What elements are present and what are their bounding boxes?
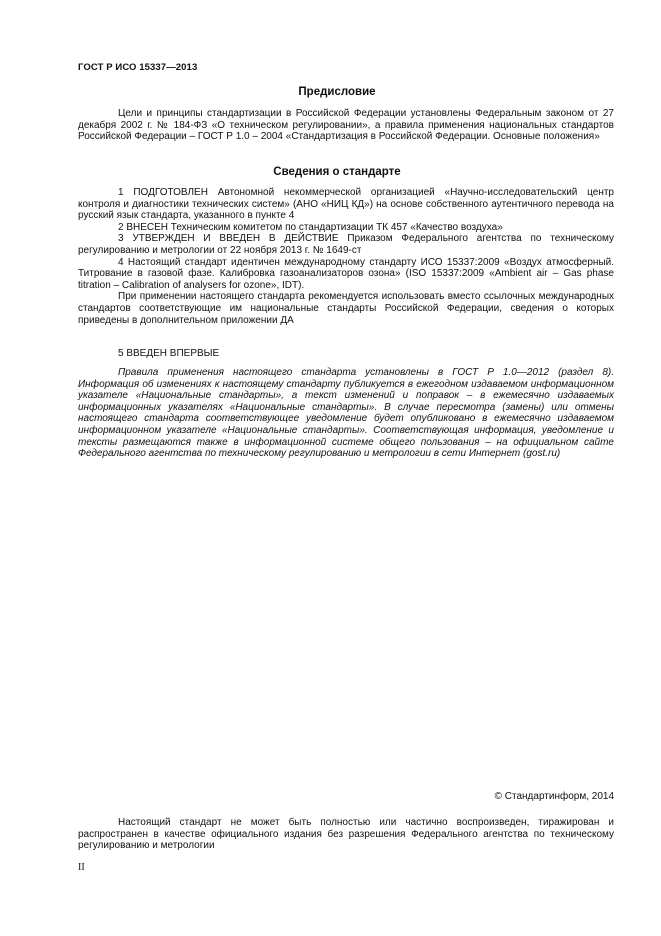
foreword-title: Предисловие: [298, 86, 376, 98]
info-item-5: 5 ВВЕДЕН ВПЕРВЫЕ: [118, 348, 220, 359]
foreword-section: [78, 108, 614, 143]
info-item-4-note: При применении настоящего стандарта рекомендуется использовать вместо ссылочных международных стандартов соответствующие им национальные стандарты Российской Федерации, сведения о которых приведены в дополнительном приложении ДА: [78, 291, 614, 326]
standard-info-section: [78, 187, 614, 326]
standard-code-header: ГОСТ Р ИСО 15337—2013: [78, 62, 198, 73]
foreword-paragraph: Цели и принципы стандартизации в Российской Федерации установлены Федеральным законом от 27 декабря 2002 г. № 184-ФЗ «О техническом регулировании», а правила применения национальных стандартов Российской Федерации – ГОСТ Р 1.0 – 2004 «Стандартизация в Российской Федерации. Основные положения»: [78, 108, 614, 143]
reproduction-notice: Настоящий стандарт не может быть полностью или частично воспроизведен, тиражирован и распространен в качестве официального издания без разрешения Федерального агентства по техническому регулированию и метрологии: [78, 817, 614, 852]
info-item-1: 1 ПОДГОТОВЛЕН Автономной некоммерческой организацией «Научно-исследовательский центр контроля и диагностики технических систем» (АНО «НИЦ КД») на основе собственного аутентичного перевода на русский язык стандарта, указанного в пункте 4: [78, 187, 614, 222]
info-item-2: 2 ВНЕСЕН Техническим комитетом по стандартизации ТК 457 «Качество воздуха»: [118, 221, 503, 233]
application-rules-paragraph: Правила применения настоящего стандарта установлены в ГОСТ Р 1.0—2012 (раздел 8). Информация об изменениях к настоящему стандарту публикуется в ежегодном издаваемом информационном указателе «Национальные стандарты», а текст изменений и поправок – в ежемесячно издаваемых информационных указателях «Национальные стандарты». В случае пересмотра (замены) или отмены настоящего стандарта соответствующее уведомление будет опубликовано в ежемесячно издаваемом информационном указателе «Национальные стандарты». Соответствующая информация, уведомление и тексты размещаются также в информационной системе общего пользования – на официальном сайте Федерального агентства по техническому регулированию и метрологии в сети Интернет (gost.ru): [78, 367, 614, 460]
info-item-3: 3 УТВЕРЖДЕН И ВВЕДЕН В ДЕЙСТВИЕ Приказом Федерального агентства по техническому регулированию и метрологии от 22 ноября 2013 г. № 1649-ст: [78, 233, 614, 256]
page-number: II: [78, 862, 85, 873]
application-rules-section: [78, 367, 614, 460]
info-item-4: 4 Настоящий стандарт идентичен международному стандарту ИСО 15337:2009 «Воздух атмосферный. Титрование в газовой фазе. Калибровка газоанализаторов озона» (ISO 15337:2009 «Ambient air – Gas phase titration – Calibration of analysers for ozone», IDT).: [78, 256, 614, 291]
copyright-notice: © Стандартинформ, 2014: [494, 791, 614, 802]
info-item-5-section: [78, 348, 614, 360]
reproduction-notice-section: [78, 817, 614, 852]
standard-info-title: Сведения о стандарте: [273, 166, 401, 178]
